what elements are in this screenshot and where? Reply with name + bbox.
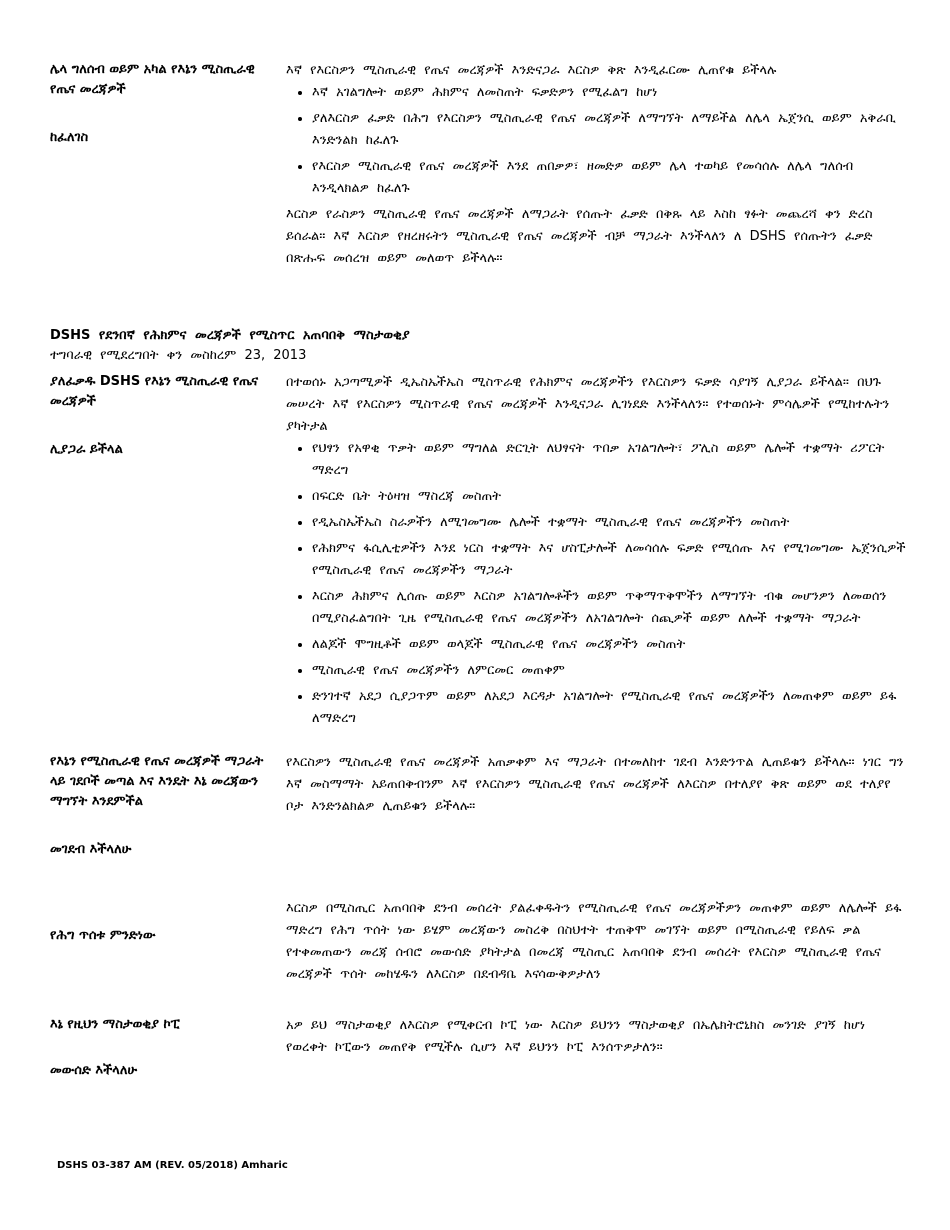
- section-label: የሕግ ጥሰቱ ምንድነው: [50, 928, 156, 943]
- section-text: እርስዎ በሚስጢር አጠባበቅ ደንብ መሰረት ያልፈቀዱትን የሚስጢራዊ የጤና መረጃዎችዎን መጠቀም ወይም ለሌሎች ይፋ ማድረግ የሕግ ጥሰት ነው ይሄም መረጃውን መስረቅ በስህተት ተጠቅሞ መገኘት ወይም በሚስጢራዊ የይለፍ ቃል የተቀመጠውን መረጃ ሰብሮ መውሰድ ያካትታል በመረጃ ሚስጢር አጠባበቅ ደንብ መሰረት የእርስዎ ሚስጢራዊ የጤና መረጃዎች ጥሰት መከሄዱን ለእርስዎ በደብዳቤ እናሳውቅዎታለን: [286, 901, 902, 982]
- section-label-line-2: መውሰድ እችላለሁ: [50, 1063, 138, 1078]
- section-label-line-1: የእኔን የሚስጢራዊ የጤና መረጃዎች ማጋራት ላይ ገደቦች መጣል እና እንዴት እኔ መረጃውን ማግኘት እንደምችል: [50, 754, 264, 809]
- bullet-list: [286, 438, 906, 730]
- list-item: • የሕክምና ፋሲሊቲዎችን እንደ ነርስ ተቋማት እና ሆስፒታሎች ለመሳሰሉ ፍቃድ የሚሰጡ እና የሚገመግሙ ኤጀንሲዎች የሚስጢራዊ የጤና መረጃዎችን ማጋራት: [312, 538, 906, 582]
- section-content: [286, 1015, 906, 1059]
- section-content: [286, 898, 906, 986]
- section-content: [286, 752, 906, 818]
- section-text: አዎ ይህ ማስታወቂያ ለእርስዎ የሚቀርብ ኮፒ ነው እርስዎ ይህንን ማስታወቂያ በኤሌክትሮኒክስ መንገድ ያገኝ ከሆነ የወረቀት ኮፒውን መጠየቅ የሚችሉ ሲሆን እኛ ይህንን ኮፒ እንሰጥዎታለን።: [286, 1018, 866, 1055]
- list-item: • በፍርድ ቤት ትዕዛዝ ማስረጃ መስጠት: [312, 486, 906, 508]
- bullet-list: [286, 82, 906, 200]
- list-item: • ድንገተኛ አደጋ ሲያጋጥም ወይም ለአደጋ እርዳታ አገልግሎት የሚስጢራዊ የጤና መረጃዎችን ለመጠቀም ወይም ይፋ ለማድረግ: [312, 686, 906, 730]
- section-intro: እኛ የእርስዎን ሚስጢራዊ የጤና መረጃዎች እንድናጋራ እርስዎ ቅጽ እንዲፈርሙ ሊጠየቁ ይችላሉ: [286, 63, 777, 78]
- list-item: • ሚስጢራዊ የጤና መረጃዎችን ለምርመር መጠቀም: [312, 660, 906, 682]
- section-label: [50, 1015, 275, 1081]
- section-label-line-1: ያለፈቃዱ DSHS የእኔን ሚስጢራዊ የጤና መረጃዎች: [50, 374, 259, 409]
- section-label-line-2: ሊያጋራ ይችላል: [50, 442, 123, 457]
- section-label: [50, 752, 275, 860]
- section-text: የእርስዎን ሚስጢራዊ የጤና መረጃዎች አጠቃቀም እና ማጋራት በተመለከተ ገደብ እንድንጥል ሊጠይቁን ይችላሉ። ነገር ግን እኛ መስማማት አይጠበቅብንም እኛ የእርስዎን ሚስጢራዊ የጤና መረጃዎች ለእርስዎ በተለያየ ቅጽ ወይም ወደ ተለያየ ቦታ እንድንልክልዎ ሊጠይቁን ይችላሉ።: [286, 755, 904, 814]
- section-label-line-2: ከፈለገስ: [50, 130, 89, 145]
- section-content: [286, 60, 906, 270]
- list-item: • የእርስዎ ሚስጢራዊ የጤና መረጃዎች እንደ ጠበቃዎ፣ ዘመድዎ ወይም ሌላ ተወካይ የመሳሰሉ ለሌላ ግለሰብ እንዲላክልዎ ከፈለጉ: [312, 156, 906, 200]
- notice-title: DSHS የደንበኛ የሕክምና መረጃዎች የሚስጥር አጠባበቅ ማስታወቂያ: [50, 328, 410, 343]
- effective-date: ተግባራዊ የሚደረግበት ቀን መስከረም 23, 2013: [50, 348, 307, 363]
- list-item: • እርስዎ ሕክምና ሊሰጡ ወይም እርስዎ አገልግሎቶችን ወይም ጥቅማጥቅሞችን ለማግኘት ብቁ መሆንዎን ለመወሰን በሚያስፈልግበት ጊዜ የሚስጢራዊ የጤና መረጃዎችን ለአገልግሎት ሰጪዎች ወይም ለሎች ተቋማት ማጋራት: [312, 586, 906, 630]
- section-label-line-1: ሌላ ግለሰብ ወይም አካል የእኔን ሚስጢራዊ የጤና መረጃዎች: [50, 62, 255, 97]
- list-item: • ያለእርስዎ ፈቃድ በሕግ የእርስዎን ሚስጢራዊ የጤና መረጃዎች ለማግኘት ለማይችል ለሌላ ኤጀንሲ ወይም አቅራቢ እንድንልክ ከፈለጉ: [312, 108, 906, 152]
- section-label: [50, 372, 275, 460]
- section-label-line-1: እኔ የዚህን ማስታወቂያ ኮፒ: [50, 1017, 180, 1032]
- section-intro: በተወሰኑ አጋጣሚዎች ዲኤስኤችኤስ ሚስጥራዊ የሕክምና መረጃዎችን የእርስዎን ፍቃድ ሳያገኝ ሊያጋራ ይችላል። በህጉ መሠረት እኛ የእርስዎን ሚስጥራዊ የጤና መረጃዎች እንዲናጋራ ሊገነደድ እንችላለን። የተወሰኑት ምሳሌዎች የሚከተሉትን ያካትታል: [286, 375, 890, 434]
- list-item: • የህፃን የአዋቂ ጥቃት ወይም ማግለል ድርጊት ለህፃናት ጥበቃ አገልግሎት፣ ፖሊስ ወይም ሌሎች ተቋማት ሪፖርት ማድረግ: [312, 438, 906, 482]
- list-item: • የዲኤስኤችኤስ ስራዎችን ለሚገመግሙ ሌሎች ተቋማት ሚስጢራዊ የጤና መረጃዎችን መስጠት: [312, 512, 906, 534]
- form-number: DSHS 03-387 AM (REV. 05/2018) Amharic: [57, 1160, 288, 1171]
- section-content: [286, 372, 906, 734]
- section-closing: እርስዎ የራስዎን ሚስጢራዊ የጤና መረጃዎች ለማጋራት የሰጡት ፈቃድ በቅጹ ላይ እስከ ፃፉት መጨረሻ ቀን ድረስ ይሰራል። እኛ እርስዎ የዘረዘሩትን ሚስጢራዊ የጤና መረጃዎች ብቻ ማጋራት እንችላለን ለ DSHS የሰጡትን ፈቃድ በጽሑፍ መሰረዝ ወይም መለወጥ ይችላሉ።: [286, 207, 873, 266]
- list-item: • ለልጆች ሞግዚቶች ወይም ወላጆች ሚስጢራዊ የጤና መረጃዎችን መስጠት: [312, 634, 906, 656]
- section-label: [50, 60, 275, 148]
- section-label-line-2: መገደብ እችላለሁ: [50, 842, 132, 857]
- list-item: • እኛ አገልግሎት ወይም ሕክምና ለመስጠት ፍቃድዎን የሚፈልግ ከሆነ: [312, 82, 906, 104]
